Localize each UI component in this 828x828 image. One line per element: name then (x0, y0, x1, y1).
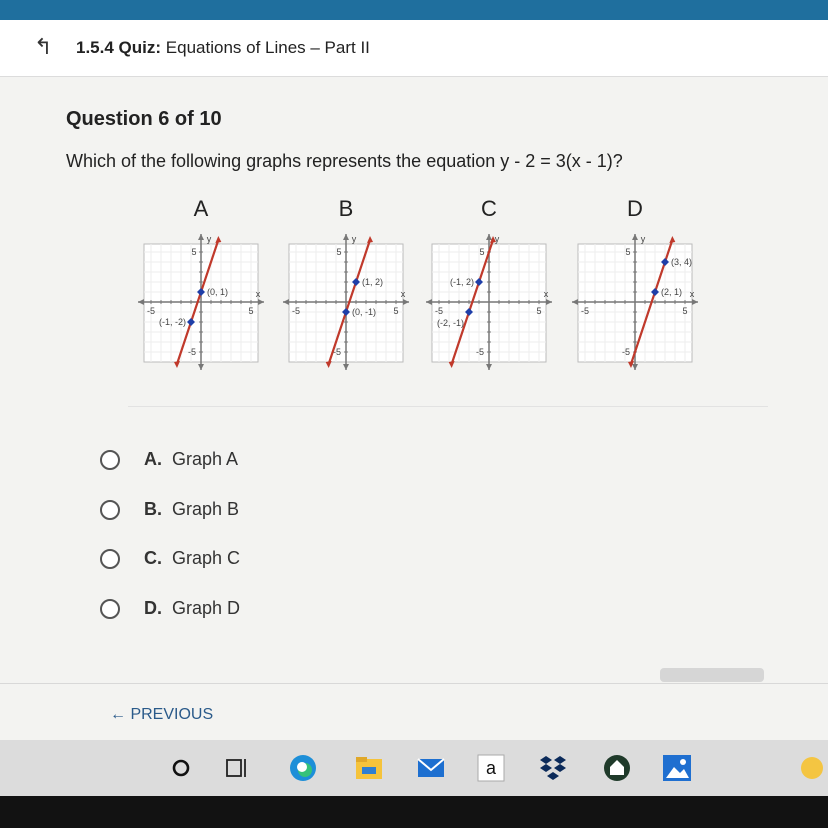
point-label: (-2, -1) (437, 318, 464, 328)
x-axis-label: x (543, 289, 549, 299)
graph-letter: D (627, 196, 643, 221)
previous-label: PREVIOUS (130, 706, 214, 723)
graph-letter: A (193, 196, 209, 221)
graph-plot (136, 232, 266, 372)
back-arrow-icon[interactable]: ↰ (34, 34, 53, 59)
quiz-code: 1.5.4 (76, 38, 114, 57)
tick-label: 5 (625, 247, 631, 257)
dropbox-icon[interactable] (532, 746, 574, 790)
y-axis-label: y (494, 234, 500, 244)
quiz-header (0, 20, 828, 77)
arrow-down-icon (632, 364, 638, 370)
mail-icon[interactable] (410, 746, 452, 790)
divider (128, 406, 768, 407)
radio-button[interactable] (100, 599, 120, 619)
tick-label: 5 (536, 306, 542, 316)
scrollbar-thumb[interactable] (660, 668, 764, 682)
top-accent-bar (0, 0, 828, 20)
arrow-left-icon (426, 299, 432, 305)
arrow-up-icon (486, 234, 492, 240)
choice-text: Graph A (172, 449, 239, 469)
amazon-icon[interactable] (470, 746, 512, 790)
arrow-right-icon (258, 299, 264, 305)
radio-button[interactable] (100, 500, 120, 520)
point-label: (1, 2) (362, 277, 384, 287)
point-label: (-1, -2) (159, 317, 186, 327)
point-label: (2, 1) (661, 287, 683, 297)
question-number: Question 6 of 10 (66, 108, 222, 130)
search-icon[interactable] (160, 746, 202, 790)
line-arrow-icon (367, 236, 373, 243)
x-axis-label: x (255, 289, 261, 299)
graph-b (281, 196, 411, 376)
arrow-up-icon (343, 234, 349, 240)
arrow-left-icon: ← (110, 706, 126, 723)
arrow-left-icon (283, 299, 289, 305)
amazon-glyph: a (485, 758, 497, 778)
tick-label: 5 (682, 306, 688, 316)
tick-label: 5 (248, 306, 254, 316)
previous-button[interactable] (110, 706, 213, 724)
point-label: (0, 1) (207, 287, 229, 297)
point-label: (3, 4) (671, 257, 693, 267)
tick-label: 5 (479, 247, 485, 257)
tick-label: -5 (291, 306, 301, 316)
tick-label: -5 (332, 347, 342, 357)
tick-label: -5 (475, 347, 485, 357)
choice-letter: B. (144, 499, 162, 519)
choice-text: Graph C (172, 548, 241, 568)
point-label: (0, -1) (352, 307, 377, 317)
tick-label: 5 (191, 247, 197, 257)
x-axis-label: x (689, 289, 695, 299)
choice-text: Graph D (172, 598, 241, 618)
x-axis-label: x (400, 289, 406, 299)
task-view-icon[interactable] (216, 746, 258, 790)
radio-button[interactable] (100, 549, 120, 569)
graph-letter: B (338, 196, 354, 221)
line-arrow-icon (449, 361, 455, 368)
arrow-down-icon (343, 364, 349, 370)
graph-d (570, 196, 700, 376)
radio-button[interactable] (100, 450, 120, 470)
quiz-name: Equations of Lines – Part II (165, 38, 370, 57)
graph-letter: C (481, 196, 497, 221)
graph-a (136, 196, 266, 376)
arrow-left-icon (138, 299, 144, 305)
choice-letter: D. (144, 598, 162, 618)
y-axis-label: y (206, 234, 212, 244)
screen-bezel (0, 796, 828, 828)
arrow-up-icon (632, 234, 638, 240)
file-explorer-icon[interactable] (348, 746, 390, 790)
question-text: Which of the following graphs represents the equation y - 2 = 3(x - 1)? (66, 151, 623, 171)
tick-label: -5 (187, 347, 197, 357)
arrow-right-icon (546, 299, 552, 305)
line-arrow-icon (215, 236, 221, 243)
quiz-title (76, 38, 370, 58)
app-icon[interactable] (596, 746, 638, 790)
arrow-up-icon (198, 234, 204, 240)
graph-c (424, 196, 554, 376)
tick-label: 5 (393, 306, 399, 316)
y-axis-label: y (351, 234, 357, 244)
tick-label: -5 (434, 306, 444, 316)
arrow-down-icon (198, 364, 204, 370)
tick-label: 5 (336, 247, 342, 257)
graph-plot (424, 232, 554, 372)
weather-icon[interactable] (796, 746, 828, 790)
photos-icon[interactable] (656, 746, 698, 790)
choice-text: Graph B (172, 499, 240, 519)
y-axis-label: y (640, 234, 646, 244)
tick-label: -5 (621, 347, 631, 357)
graph-plot (281, 232, 411, 372)
arrow-left-icon (572, 299, 578, 305)
line-arrow-icon (174, 361, 180, 368)
quiz-label: Quiz: (118, 38, 162, 57)
arrow-down-icon (486, 364, 492, 370)
choice-letter: C. (144, 548, 162, 568)
arrow-right-icon (692, 299, 698, 305)
arrow-right-icon (403, 299, 409, 305)
tick-label: -5 (580, 306, 590, 316)
choice-letter: A. (144, 449, 162, 469)
line-arrow-icon (669, 236, 675, 243)
point-label: (-1, 2) (449, 277, 474, 287)
graph-plot (570, 232, 700, 372)
tick-label: -5 (146, 306, 156, 316)
line-arrow-icon (326, 361, 332, 368)
edge-icon[interactable] (282, 746, 324, 790)
